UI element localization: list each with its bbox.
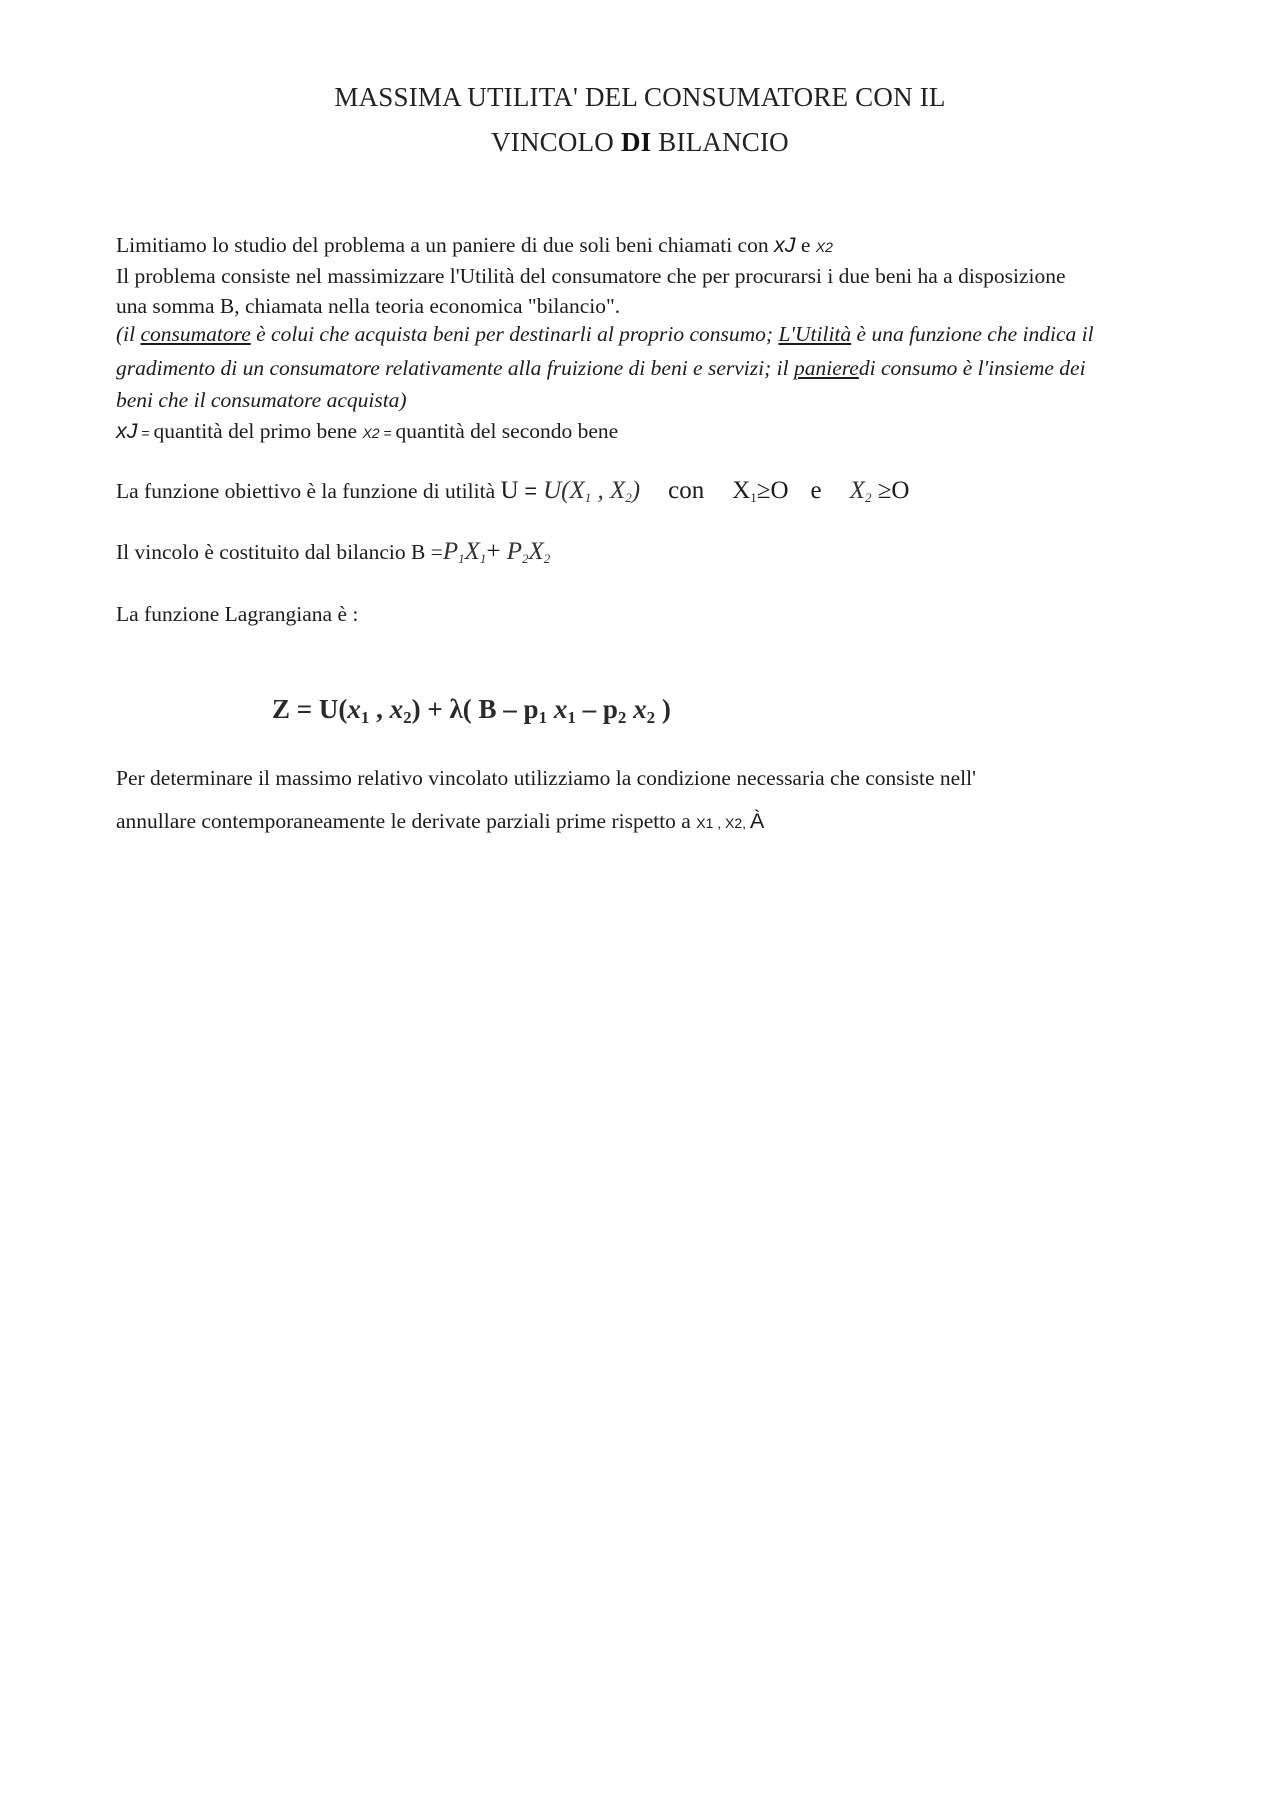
note-line-1: (il consumatore è colui che acquista beni per destinarli al proprio consumo; L'Utilità è una funzione che indica il bbox=[116, 322, 1094, 346]
conclusion-line-2: annullare contemporaneamente le derivate parziali prime rispetto a X1 , X2, À bbox=[116, 809, 765, 833]
var-x1: xJ bbox=[773, 233, 796, 257]
note-line-3: beni che il consumatore acquista) bbox=[116, 388, 407, 412]
lagrangian-label: La funzione Lagrangiana è : bbox=[116, 602, 359, 626]
conclusion-line-1: Per determinare il massimo relativo vincolato utilizziamo la condizione necessaria che consiste nell' bbox=[116, 766, 976, 790]
title-line-1: MASSIMA UTILITA' DEL CONSUMATORE CON IL bbox=[334, 82, 946, 112]
note-line-2: gradimento di un consumatore relativamente alla fruizione di beni e servizi; il panieredi consumo è l'insieme dei bbox=[116, 356, 1086, 380]
lagrangian-formula: Z = U(x1 , x2) + λ( B – p1 x1 – p2 x2 ) bbox=[272, 694, 671, 727]
title-bold-word: DI bbox=[620, 127, 652, 157]
term-consumatore: consumatore bbox=[140, 322, 251, 346]
var-x2: X2 bbox=[815, 239, 833, 255]
problem-line-2: una somma B, chiamata nella teoria economica "bilancio". bbox=[116, 294, 621, 318]
objective-line: La funzione obiettivo è la funzione di utilità $U = U(X_1$ , $X_2$) con $X_1\ge O$ e $X_2 \ge O$ bbox=[116, 477, 910, 505]
definition-line: xJ = quantità del primo bene X2 = quantità del secondo bene bbox=[116, 419, 619, 443]
constraint-line: Il vincolo è costituito dal bilancio $B =P_1X_1+ P_2X_2$ bbox=[116, 538, 551, 566]
problem-line-1: Il problema consiste nel massimizzare l'Utilità del consumatore che per procurarsi i due beni ha a disposizione bbox=[116, 264, 1066, 288]
intro-line: Limitiamo lo studio del problema a un paniere di due soli beni chiamati con xJ e X2 bbox=[116, 233, 833, 257]
title-line-2: VINCOLO DI BILANCIO bbox=[491, 127, 789, 157]
term-paniere: paniere bbox=[793, 356, 859, 380]
term-utilita: L'Utilità bbox=[778, 322, 852, 346]
